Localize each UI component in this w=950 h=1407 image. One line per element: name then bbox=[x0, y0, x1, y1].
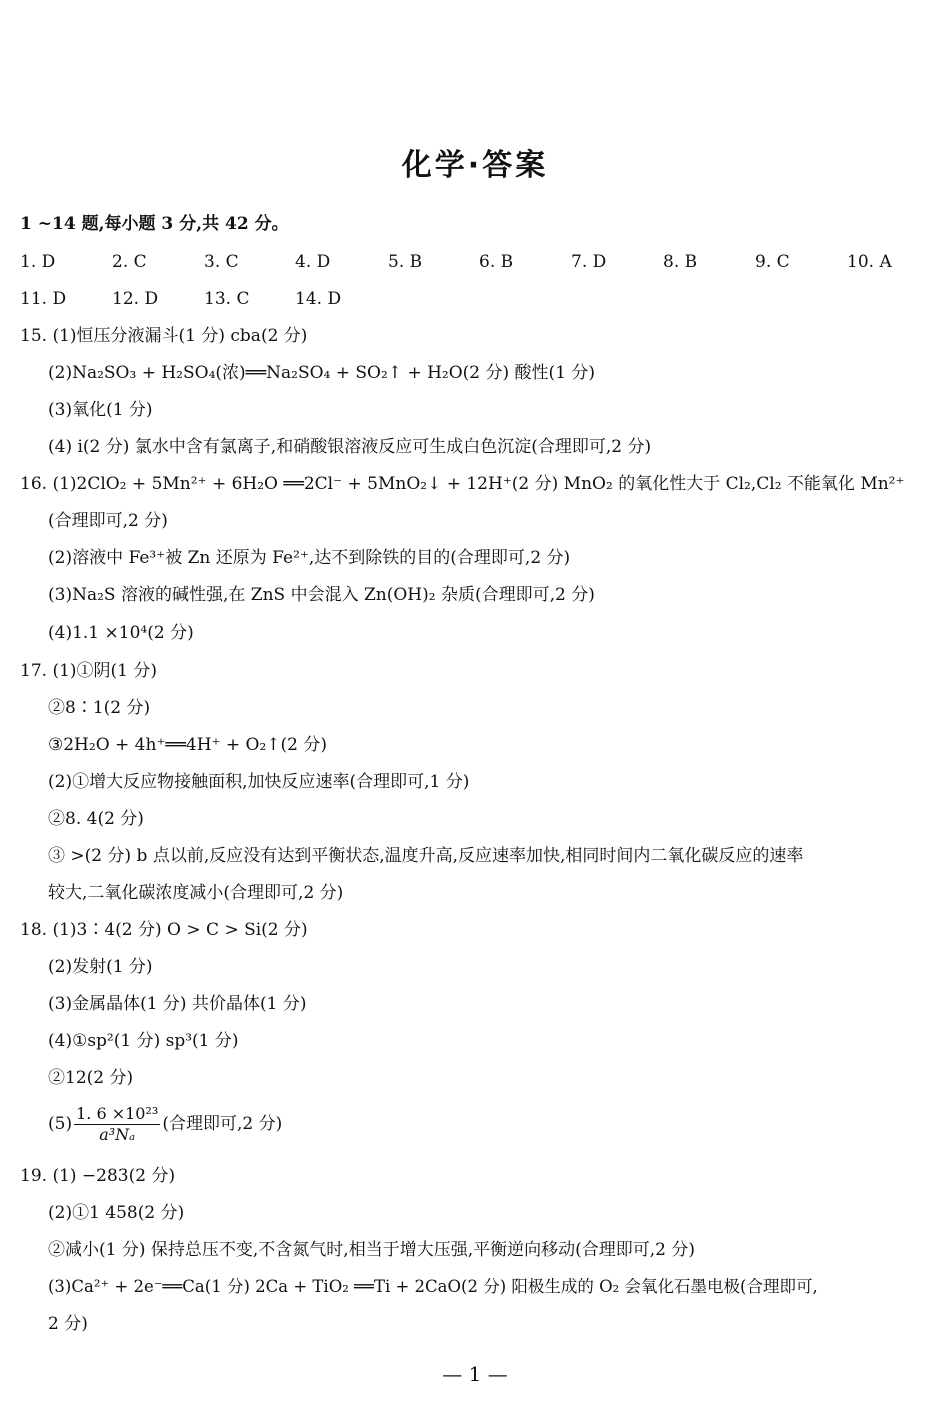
answer-line: ②8. 4(2 分) bbox=[48, 809, 144, 829]
section-intro: 1 ~14 题,每小题 3 分,共 42 分。 bbox=[20, 214, 289, 234]
answer-line: ③2H₂O + 4h⁺══4H⁺ + O₂↑(2 分) bbox=[48, 735, 328, 755]
choice-answer: 12. D bbox=[112, 289, 159, 309]
answer-line: 较大,二氧化碳浓度减小(合理即可,2 分) bbox=[48, 883, 344, 903]
answer-line: (3)金属晶体(1 分) 共价晶体(1 分) bbox=[48, 994, 307, 1014]
answer-line: 17. (1)①阴(1 分) bbox=[20, 661, 158, 681]
answer-line: 15. (1)恒压分液漏斗(1 分) cba(2 分) bbox=[20, 326, 308, 346]
answer-line: (3)氧化(1 分) bbox=[48, 400, 153, 420]
fraction-denominator: a³Nₐ bbox=[99, 1125, 136, 1144]
answer-line: 18. (1)3∶4(2 分) O > C > Si(2 分) bbox=[20, 920, 308, 940]
choice-answer: 3. C bbox=[204, 252, 239, 272]
page-title: 化学·答案 bbox=[401, 148, 549, 183]
answer-line: ③ >(2 分) b 点以前,反应没有达到平衡状态,温度升高,反应速率加快,相同时间内二氧化碳反应的速率 bbox=[48, 846, 804, 866]
fraction-numerator: 1. 6 ×10²³ bbox=[76, 1104, 159, 1123]
fraction-suffix: (合理即可,2 分) bbox=[162, 1114, 283, 1134]
answer-line: (4)1.1 ×10⁴(2 分) bbox=[48, 623, 194, 643]
answer-line: (2)①增大反应物接触面积,加快反应速率(合理即可,1 分) bbox=[48, 772, 470, 792]
answer-line: (3)Ca²⁺ + 2e⁻══Ca(1 分) 2Ca + TiO₂ ══Ti + 2CaO(2 分) 阳极生成的 O₂ 会氧化石墨电极(合理即可, bbox=[48, 1277, 818, 1296]
answer-line: (合理即可,2 分) bbox=[48, 511, 168, 531]
choice-answer: 10. A bbox=[847, 252, 892, 272]
choice-answer: 5. B bbox=[388, 252, 423, 272]
answer-line: ②12(2 分) bbox=[48, 1068, 134, 1088]
density-fraction bbox=[74, 1104, 160, 1145]
answer-line: (4)①sp²(1 分) sp³(1 分) bbox=[48, 1031, 239, 1051]
choice-answer: 1. D bbox=[20, 252, 56, 272]
choice-answer: 9. C bbox=[755, 252, 790, 272]
choice-answer: 6. B bbox=[479, 252, 514, 272]
answer-line: ②减小(1 分) 保持总压不变,不含氮气时,相当于增大压强,平衡逆向移动(合理即可,2 分) bbox=[48, 1240, 695, 1260]
page-number: — 1 — bbox=[442, 1362, 508, 1386]
answer-line: (2)①1 458(2 分) bbox=[48, 1203, 185, 1223]
choice-answer: 11. D bbox=[20, 289, 67, 309]
choice-answer: 14. D bbox=[295, 289, 342, 309]
answer-line: 2 分) bbox=[48, 1314, 88, 1334]
answer-line: (2)发射(1 分) bbox=[48, 957, 153, 977]
answer-line: 16. (1)2ClO₂ + 5Mn²⁺ + 6H₂O ══2Cl⁻ + 5MnO₂↓ + 12H⁺(2 分) MnO₂ 的氧化性大于 Cl₂,Cl₂ 不能氧化 Mn²⁺ bbox=[20, 474, 905, 494]
choice-answer: 13. C bbox=[204, 289, 250, 309]
choice-answer: 2. C bbox=[112, 252, 147, 272]
answer-line: (2)溶液中 Fe³⁺被 Zn 还原为 Fe²⁺,达不到除铁的目的(合理即可,2 分) bbox=[48, 548, 571, 568]
choice-answer: 8. B bbox=[663, 252, 698, 272]
answer-line: 19. (1) −283(2 分) bbox=[20, 1166, 176, 1186]
answer-line: (2)Na₂SO₃ + H₂SO₄(浓)══Na₂SO₄ + SO₂↑ + H₂O(2 分) 酸性(1 分) bbox=[48, 363, 596, 383]
choice-answer: 4. D bbox=[295, 252, 331, 272]
fraction-answer-line bbox=[48, 1100, 930, 1148]
answer-line: (4) ⅰ(2 分) 氯水中含有氯离子,和硝酸银溶液反应可生成白色沉淀(合理即可,2 分) bbox=[48, 437, 652, 457]
choice-answer: 7. D bbox=[571, 252, 607, 272]
fraction-prefix: (5) bbox=[48, 1114, 73, 1134]
answer-line: ②8∶1(2 分) bbox=[48, 698, 151, 718]
answer-line: (3)Na₂S 溶液的碱性强,在 ZnS 中会混入 Zn(OH)₂ 杂质(合理即可,2 分) bbox=[48, 585, 595, 605]
